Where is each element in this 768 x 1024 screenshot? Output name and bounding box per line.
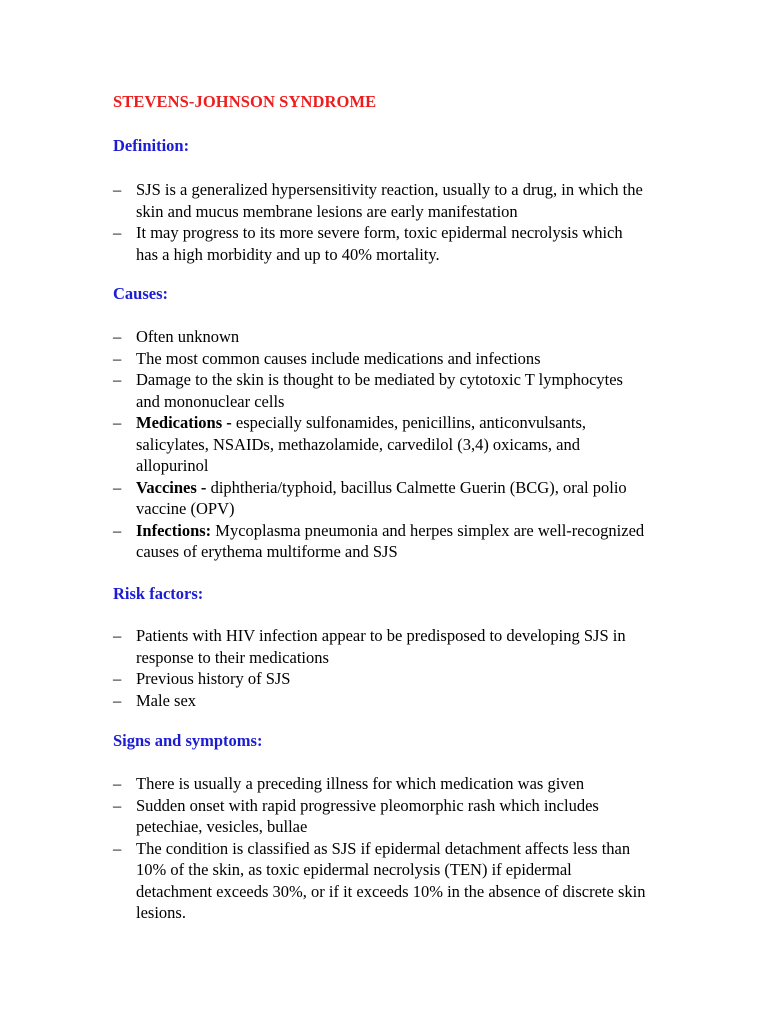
bullet-dash: – bbox=[113, 223, 122, 242]
section-heading-risk-factors: Risk factors: bbox=[113, 584, 204, 603]
list-item: – Patients with HIV infection appear to be predisposed to developing SJS in response to their medications bbox=[113, 626, 626, 667]
bullet-dash: – bbox=[113, 413, 122, 432]
list-item: – Sudden onset with rapid progressive pleomorphic rash which includes petechiae, vesicles, bullae bbox=[113, 795, 599, 836]
list-item: – Damage to the skin is thought to be mediated by cytotoxic T lymphocytes and mononuclear cells bbox=[113, 370, 623, 411]
list-item: – There is usually a preceding illness for which medication was given bbox=[113, 774, 585, 793]
section-heading-causes: Causes: bbox=[113, 284, 169, 303]
bullet-dash: – bbox=[113, 838, 122, 858]
section-heading-definition: Definition: bbox=[113, 136, 190, 155]
bullet-dash: – bbox=[113, 370, 122, 389]
bullet-dash: – bbox=[113, 520, 122, 540]
bullet-dash: – bbox=[113, 795, 122, 815]
list-item: – Often unknown bbox=[113, 327, 240, 346]
list-item: – Infections: Mycoplasma pneumonia and herpes simplex are well-recognized causes of erythema multiforme and SJS bbox=[113, 520, 645, 561]
list-item: – SJS is a generalized hypersensitivity reaction, usually to a drug, in which the skin and mucus membrane lesions are early manifestation bbox=[113, 180, 643, 221]
bullet-dash: – bbox=[113, 669, 122, 688]
section-heading-signs-symptoms: Signs and symptoms: bbox=[113, 731, 263, 750]
list-item: – The condition is classified as SJS if epidermal detachment affects less than 10% of the skin, as toxic epidermal necrolysis (TEN) if epidermal detachment exceeds 30%, or if it exceeds 10% in the absence of discrete skin lesions. bbox=[113, 838, 646, 922]
bullet-dash: – bbox=[113, 626, 122, 645]
bullet-dash: – bbox=[113, 327, 122, 346]
risk-factors-list bbox=[113, 625, 646, 711]
bullet-dash: – bbox=[113, 180, 122, 199]
signs-symptoms-list bbox=[113, 773, 646, 924]
list-item: – Previous history of SJS bbox=[113, 669, 291, 688]
list-item: – Vaccines - diphtheria/typhoid, bacillus Calmette Guerin (BCG), oral polio vaccine (OPV) bbox=[113, 477, 627, 518]
definition-list bbox=[113, 179, 646, 265]
bullet-dash: – bbox=[113, 774, 122, 793]
list-item: – Medications - especially sulfonamides, penicillins, anticonvulsants, salicylates, NSAIDs, methazolamide, carvedilol (3,4) oxicams, and allopurinol bbox=[113, 413, 586, 475]
document-title: STEVENS-JOHNSON SYNDROME bbox=[113, 92, 377, 111]
bullet-dash: – bbox=[113, 348, 122, 368]
list-item: – It may progress to its more severe form, toxic epidermal necrolysis which has a high morbidity and up to 40% mortality. bbox=[113, 223, 623, 264]
list-item: – Male sex bbox=[113, 690, 197, 710]
bullet-dash: – bbox=[113, 690, 122, 710]
bullet-dash: – bbox=[113, 477, 122, 497]
list-item: – The most common causes include medications and infections bbox=[113, 348, 541, 368]
causes-list bbox=[113, 326, 646, 563]
